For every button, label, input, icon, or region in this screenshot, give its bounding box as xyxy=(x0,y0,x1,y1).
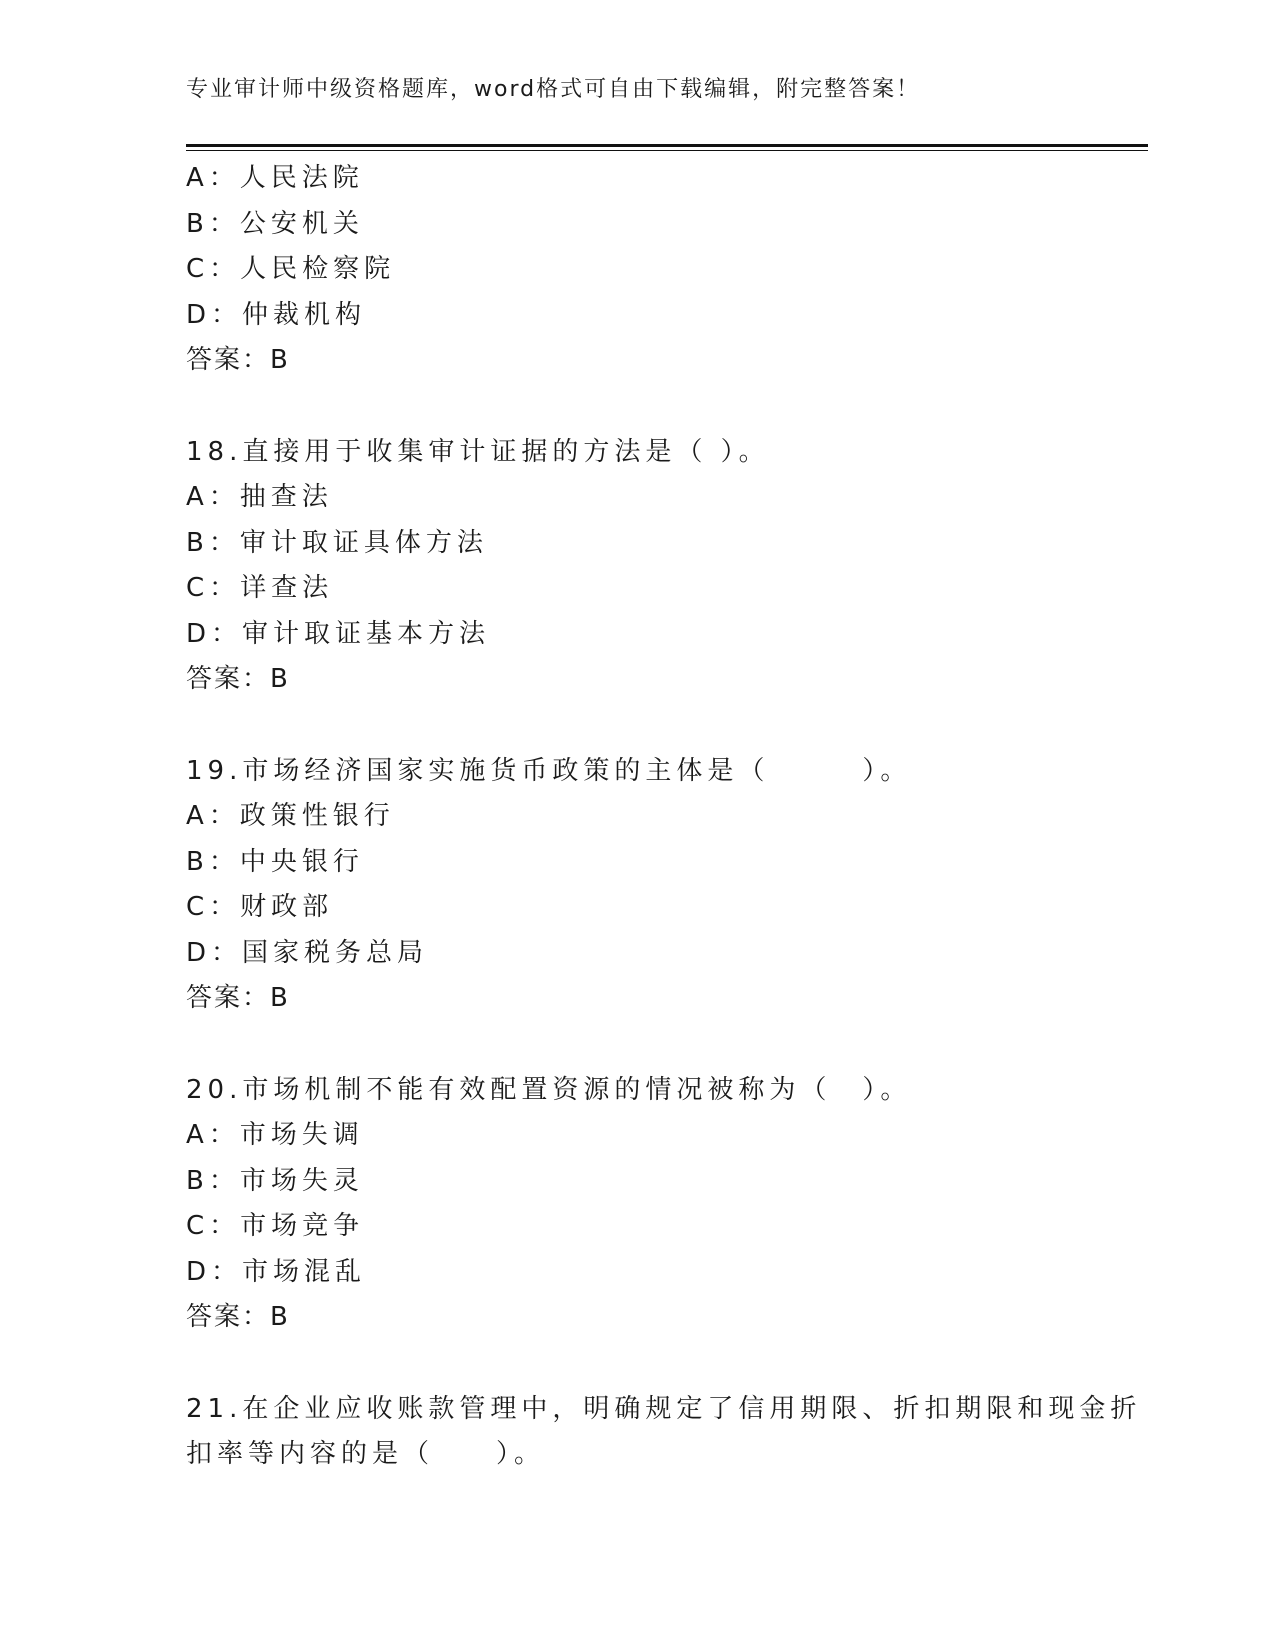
answer-line: 答案：B xyxy=(186,1302,290,1332)
option-d: D：审计取证基本方法 xyxy=(186,618,491,649)
option-a: A：政策性银行 xyxy=(186,801,395,831)
option-c: C：财政部 xyxy=(186,892,334,922)
question-block-21 xyxy=(186,1387,1142,1478)
answer-line: 答案：B xyxy=(186,983,290,1013)
option-b: B：公安机关 xyxy=(186,208,364,239)
question-block-19 xyxy=(186,749,1086,1022)
answer-line: 答案：B xyxy=(186,664,290,694)
block-gap xyxy=(186,1341,1086,1387)
option-b: B：市场失灵 xyxy=(186,1165,364,1196)
option-c: C：人民检察院 xyxy=(186,254,396,284)
question-block-20 xyxy=(186,1068,1086,1341)
block-gap xyxy=(186,384,1086,430)
question-title-line-1: 21.在企业应收账款管理中，明确规定了信用期限、折扣期限和现金折 xyxy=(186,1393,1142,1424)
page-header: 专业审计师中级资格题库，word格式可自由下载编辑，附完整答案！ xyxy=(186,77,921,102)
header-rule-thick xyxy=(186,144,1148,147)
question-block-18 xyxy=(186,430,1086,703)
question-title: 19.市场经济国家实施货币政策的主体是（ ）。 xyxy=(186,755,912,786)
block-gap xyxy=(186,1022,1086,1068)
option-d: D：国家税务总局 xyxy=(186,937,429,968)
option-b: B：审计取证具体方法 xyxy=(186,527,488,558)
option-b: B：中央银行 xyxy=(186,846,364,877)
option-a: A：抽查法 xyxy=(186,482,333,512)
option-a: A：市场失调 xyxy=(186,1120,364,1150)
question-title-line-2: 扣率等内容的是（ ）。 xyxy=(186,1439,546,1469)
option-d: D：市场混乱 xyxy=(186,1256,367,1287)
question-content xyxy=(186,156,1142,1478)
option-c: C：市场竞争 xyxy=(186,1211,365,1241)
option-d: D：仲裁机构 xyxy=(186,299,367,330)
question-title: 18.直接用于收集审计证据的方法是（ ）。 xyxy=(186,436,770,467)
question-block-17 xyxy=(186,156,1086,384)
question-title: 20.市场机制不能有效配置资源的情况被称为（ ）。 xyxy=(186,1074,912,1105)
option-a: A：人民法院 xyxy=(186,163,364,193)
option-c: C：详查法 xyxy=(186,573,334,603)
block-gap xyxy=(186,703,1086,749)
answer-line: 答案：B xyxy=(186,345,290,375)
header-rule-thin xyxy=(186,150,1148,151)
